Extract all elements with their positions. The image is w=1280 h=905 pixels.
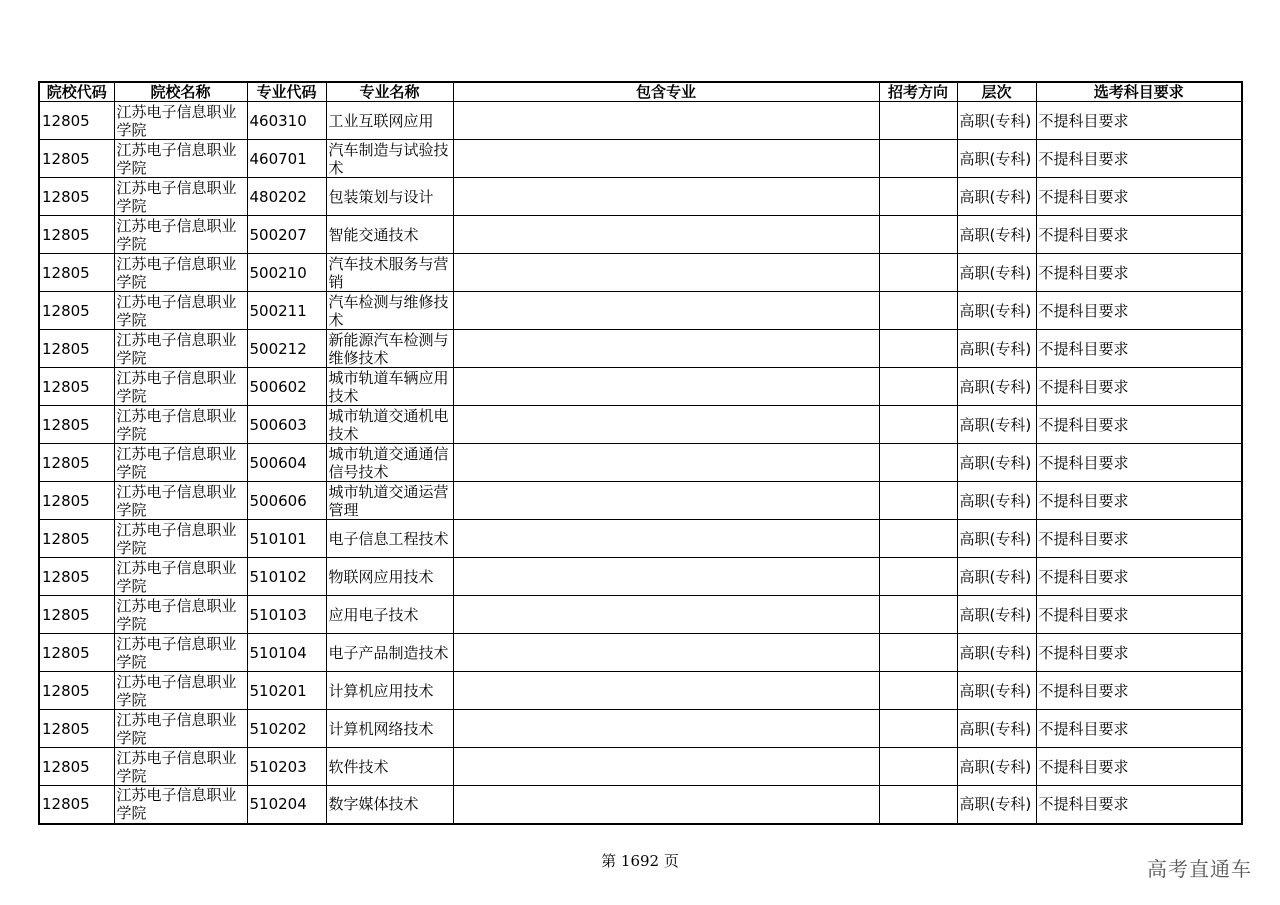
cell-included-majors: [453, 330, 879, 368]
cell-included-majors: [453, 292, 879, 330]
cell-subject-requirement: 不提科目要求: [1036, 634, 1242, 672]
header-level: 层次: [957, 82, 1036, 102]
cell-major-code: 500211: [247, 292, 326, 330]
header-major-code: 专业代码: [247, 82, 326, 102]
cell-major-name: 新能源汽车检测与维修技术: [326, 330, 453, 368]
cell-level: 高职(专科): [957, 482, 1036, 520]
cell-major-name: 城市轨道交通通信信号技术: [326, 444, 453, 482]
cell-school-code: 12805: [39, 102, 114, 140]
cell-school-name: 江苏电子信息职业学院: [114, 520, 247, 558]
watermark-logo-text: 高考直通车: [1147, 857, 1252, 881]
cell-direction: [879, 368, 957, 406]
cell-school-name: 江苏电子信息职业学院: [114, 216, 247, 254]
cell-subject-requirement: 不提科目要求: [1036, 330, 1242, 368]
cell-school-name: 江苏电子信息职业学院: [114, 710, 247, 748]
cell-major-code: 500602: [247, 368, 326, 406]
cell-school-code: 12805: [39, 368, 114, 406]
cell-major-name: 汽车制造与试验技术: [326, 140, 453, 178]
cell-school-code: 12805: [39, 216, 114, 254]
cell-level: 高职(专科): [957, 520, 1036, 558]
cell-subject-requirement: 不提科目要求: [1036, 140, 1242, 178]
cell-school-code: 12805: [39, 178, 114, 216]
page-number: 第 1692 页: [601, 852, 679, 870]
cell-level: 高职(专科): [957, 558, 1036, 596]
cell-subject-requirement: 不提科目要求: [1036, 710, 1242, 748]
cell-level: 高职(专科): [957, 368, 1036, 406]
cell-school-code: 12805: [39, 748, 114, 786]
cell-included-majors: [453, 710, 879, 748]
admissions-table: [38, 81, 1243, 825]
table-row: [39, 634, 1242, 672]
cell-major-code: 480202: [247, 178, 326, 216]
table-row: [39, 558, 1242, 596]
cell-direction: [879, 786, 957, 824]
cell-subject-requirement: 不提科目要求: [1036, 482, 1242, 520]
cell-school-name: 江苏电子信息职业学院: [114, 444, 247, 482]
cell-subject-requirement: 不提科目要求: [1036, 216, 1242, 254]
cell-included-majors: [453, 140, 879, 178]
table-row: [39, 330, 1242, 368]
cell-included-majors: [453, 216, 879, 254]
cell-level: 高职(专科): [957, 102, 1036, 140]
cell-school-name: 江苏电子信息职业学院: [114, 292, 247, 330]
cell-major-code: 510103: [247, 596, 326, 634]
cell-included-majors: [453, 368, 879, 406]
cell-level: 高职(专科): [957, 748, 1036, 786]
cell-subject-requirement: 不提科目要求: [1036, 254, 1242, 292]
cell-included-majors: [453, 634, 879, 672]
header-subject-requirement: 选考科目要求: [1036, 82, 1242, 102]
cell-included-majors: [453, 482, 879, 520]
cell-direction: [879, 748, 957, 786]
table-row: [39, 520, 1242, 558]
cell-school-code: 12805: [39, 786, 114, 824]
table-body: [39, 102, 1242, 824]
cell-level: 高职(专科): [957, 330, 1036, 368]
table-row: [39, 596, 1242, 634]
cell-major-code: 510101: [247, 520, 326, 558]
cell-subject-requirement: 不提科目要求: [1036, 786, 1242, 824]
cell-subject-requirement: 不提科目要求: [1036, 596, 1242, 634]
table-row: [39, 292, 1242, 330]
cell-school-code: 12805: [39, 140, 114, 178]
cell-major-code: 460701: [247, 140, 326, 178]
cell-school-name: 江苏电子信息职业学院: [114, 634, 247, 672]
cell-subject-requirement: 不提科目要求: [1036, 748, 1242, 786]
cell-level: 高职(专科): [957, 710, 1036, 748]
cell-included-majors: [453, 558, 879, 596]
cell-major-code: 460310: [247, 102, 326, 140]
table-row: [39, 444, 1242, 482]
header-school-name: 院校名称: [114, 82, 247, 102]
header-school-code: 院校代码: [39, 82, 114, 102]
cell-major-name: 汽车技术服务与营销: [326, 254, 453, 292]
cell-major-code: 510204: [247, 786, 326, 824]
cell-included-majors: [453, 672, 879, 710]
cell-major-name: 电子信息工程技术: [326, 520, 453, 558]
header-direction: 招考方向: [879, 82, 957, 102]
table-row: [39, 140, 1242, 178]
cell-school-code: 12805: [39, 634, 114, 672]
cell-level: 高职(专科): [957, 292, 1036, 330]
cell-school-name: 江苏电子信息职业学院: [114, 140, 247, 178]
cell-major-code: 500604: [247, 444, 326, 482]
cell-school-name: 江苏电子信息职业学院: [114, 786, 247, 824]
cell-major-name: 软件技术: [326, 748, 453, 786]
cell-included-majors: [453, 748, 879, 786]
cell-major-code: 510102: [247, 558, 326, 596]
cell-school-name: 江苏电子信息职业学院: [114, 102, 247, 140]
cell-major-code: 510104: [247, 634, 326, 672]
cell-major-name: 应用电子技术: [326, 596, 453, 634]
cell-direction: [879, 672, 957, 710]
cell-major-code: 510202: [247, 710, 326, 748]
cell-major-name: 计算机应用技术: [326, 672, 453, 710]
cell-major-code: 500606: [247, 482, 326, 520]
cell-major-code: 500207: [247, 216, 326, 254]
cell-major-code: 510203: [247, 748, 326, 786]
cell-direction: [879, 406, 957, 444]
cell-subject-requirement: 不提科目要求: [1036, 102, 1242, 140]
cell-major-name: 城市轨道车辆应用技术: [326, 368, 453, 406]
header-major-name: 专业名称: [326, 82, 453, 102]
cell-school-name: 江苏电子信息职业学院: [114, 368, 247, 406]
cell-major-name: 智能交通技术: [326, 216, 453, 254]
cell-school-code: 12805: [39, 596, 114, 634]
cell-included-majors: [453, 444, 879, 482]
cell-major-name: 工业互联网应用: [326, 102, 453, 140]
cell-school-name: 江苏电子信息职业学院: [114, 406, 247, 444]
cell-included-majors: [453, 254, 879, 292]
cell-subject-requirement: 不提科目要求: [1036, 406, 1242, 444]
cell-school-name: 江苏电子信息职业学院: [114, 596, 247, 634]
cell-direction: [879, 102, 957, 140]
cell-level: 高职(专科): [957, 406, 1036, 444]
cell-level: 高职(专科): [957, 596, 1036, 634]
cell-school-code: 12805: [39, 520, 114, 558]
cell-included-majors: [453, 178, 879, 216]
cell-school-name: 江苏电子信息职业学院: [114, 558, 247, 596]
cell-major-code: 500603: [247, 406, 326, 444]
cell-level: 高职(专科): [957, 254, 1036, 292]
cell-major-code: 500212: [247, 330, 326, 368]
cell-school-code: 12805: [39, 672, 114, 710]
cell-included-majors: [453, 520, 879, 558]
table-header-row: [39, 82, 1242, 102]
cell-major-code: 500210: [247, 254, 326, 292]
cell-included-majors: [453, 406, 879, 444]
cell-level: 高职(专科): [957, 216, 1036, 254]
table-row: [39, 786, 1242, 824]
cell-level: 高职(专科): [957, 178, 1036, 216]
cell-school-code: 12805: [39, 292, 114, 330]
cell-subject-requirement: 不提科目要求: [1036, 368, 1242, 406]
cell-school-name: 江苏电子信息职业学院: [114, 330, 247, 368]
cell-level: 高职(专科): [957, 786, 1036, 824]
cell-school-code: 12805: [39, 444, 114, 482]
cell-direction: [879, 330, 957, 368]
cell-school-name: 江苏电子信息职业学院: [114, 482, 247, 520]
cell-direction: [879, 292, 957, 330]
header-included-majors: 包含专业: [453, 82, 879, 102]
cell-included-majors: [453, 102, 879, 140]
table-row: [39, 406, 1242, 444]
cell-subject-requirement: 不提科目要求: [1036, 178, 1242, 216]
cell-direction: [879, 710, 957, 748]
cell-school-code: 12805: [39, 558, 114, 596]
table-row: [39, 102, 1242, 140]
cell-direction: [879, 520, 957, 558]
cell-school-name: 江苏电子信息职业学院: [114, 672, 247, 710]
table-row: [39, 254, 1242, 292]
cell-major-name: 计算机网络技术: [326, 710, 453, 748]
cell-subject-requirement: 不提科目要求: [1036, 444, 1242, 482]
cell-direction: [879, 482, 957, 520]
table-row: [39, 178, 1242, 216]
cell-major-name: 汽车检测与维修技术: [326, 292, 453, 330]
cell-major-name: 物联网应用技术: [326, 558, 453, 596]
cell-school-code: 12805: [39, 330, 114, 368]
cell-level: 高职(专科): [957, 672, 1036, 710]
cell-major-name: 城市轨道交通机电技术: [326, 406, 453, 444]
cell-direction: [879, 178, 957, 216]
cell-subject-requirement: 不提科目要求: [1036, 292, 1242, 330]
cell-included-majors: [453, 596, 879, 634]
cell-school-name: 江苏电子信息职业学院: [114, 178, 247, 216]
cell-major-code: 510201: [247, 672, 326, 710]
cell-major-name: 城市轨道交通运营管理: [326, 482, 453, 520]
cell-included-majors: [453, 786, 879, 824]
cell-subject-requirement: 不提科目要求: [1036, 558, 1242, 596]
table-row: [39, 710, 1242, 748]
cell-major-name: 数字媒体技术: [326, 786, 453, 824]
table-row: [39, 216, 1242, 254]
cell-school-code: 12805: [39, 254, 114, 292]
cell-direction: [879, 254, 957, 292]
cell-major-name: 包装策划与设计: [326, 178, 453, 216]
cell-direction: [879, 140, 957, 178]
cell-level: 高职(专科): [957, 140, 1036, 178]
table-row: [39, 482, 1242, 520]
cell-direction: [879, 216, 957, 254]
table-row: [39, 672, 1242, 710]
cell-subject-requirement: 不提科目要求: [1036, 520, 1242, 558]
cell-direction: [879, 634, 957, 672]
table-row: [39, 748, 1242, 786]
cell-subject-requirement: 不提科目要求: [1036, 672, 1242, 710]
cell-level: 高职(专科): [957, 444, 1036, 482]
cell-school-name: 江苏电子信息职业学院: [114, 748, 247, 786]
cell-direction: [879, 596, 957, 634]
cell-direction: [879, 558, 957, 596]
cell-school-code: 12805: [39, 482, 114, 520]
cell-direction: [879, 444, 957, 482]
cell-school-name: 江苏电子信息职业学院: [114, 254, 247, 292]
cell-major-name: 电子产品制造技术: [326, 634, 453, 672]
table-row: [39, 368, 1242, 406]
cell-school-code: 12805: [39, 406, 114, 444]
cell-school-code: 12805: [39, 710, 114, 748]
cell-level: 高职(专科): [957, 634, 1036, 672]
